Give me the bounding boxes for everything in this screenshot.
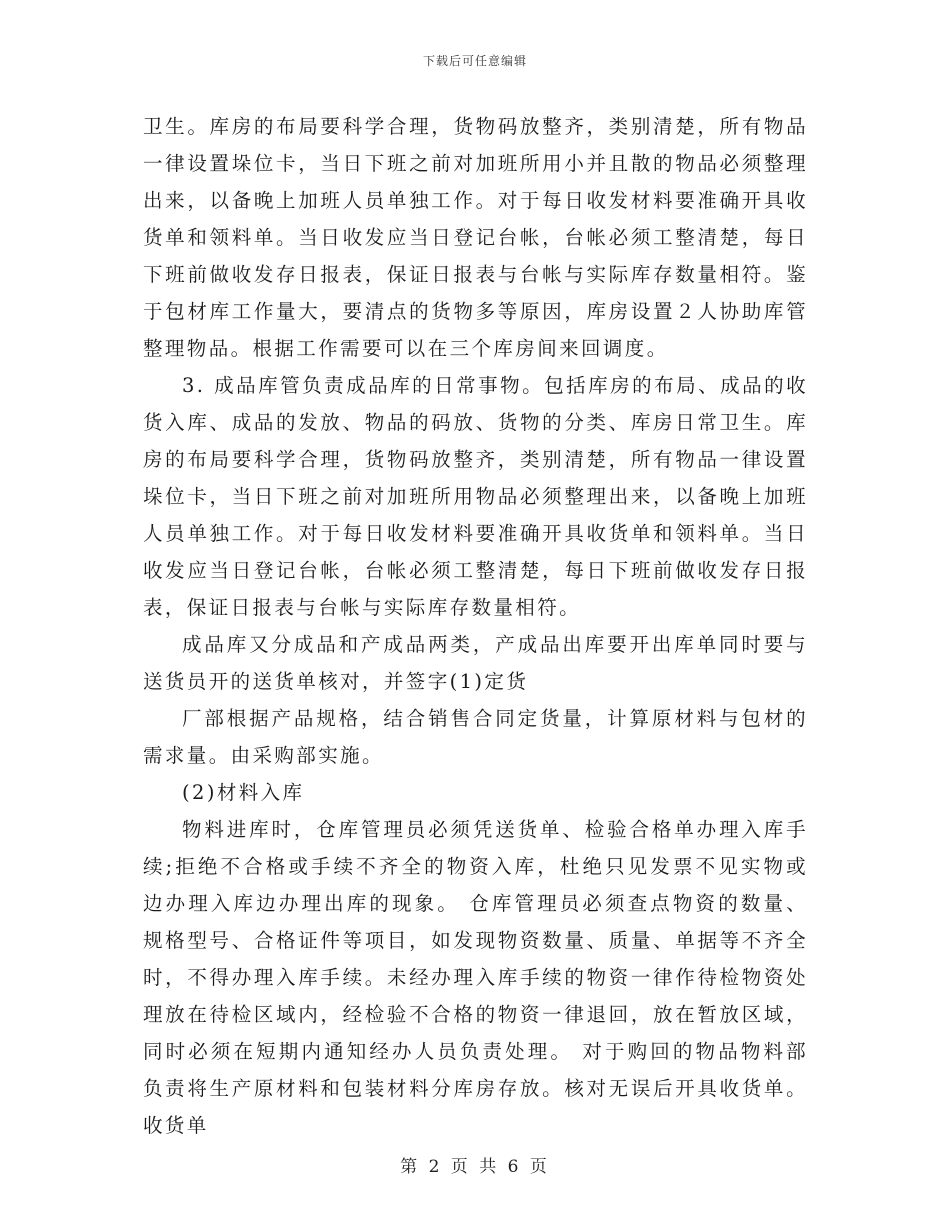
paragraph-5: (2)材料入库 (182, 781, 305, 804)
page-number-footer: 第 2 页 共 6 页 (400, 1157, 550, 1177)
paragraph-6: 物料进库时，仓库管理员必须凭送货单、检验合格单办理入库手续;拒绝不合格或手续不齐全的物资入库，杜绝只见发票不见实物或边办理入库边办理出库的现象。 仓库管理员必须查点物资的数量、规格型号、合格证件等项目，如发现物资数量、质量、单据等不齐全时，不得办理入库手续。未经办理入库手续的物资一律作待检物资处理放在待检区域内，经检验不合格的物资一律退回，放在暂放区域，同时必须在短期内通知经办人员负责处理。 对于购回的物品物料部负责将生产原材料和包装材料分库房存放。核对无误后开具收货单。收货单 (143, 818, 808, 1137)
paragraph-2: 3. 成品库管负责成品库的日常事物。包括库房的布局、成品的收货入库、成品的发放、物品的码放、货物的分类、库房日常卫生。库房的布局要科学合理，货物码放整齐，类别清楚，所有物品一律设置垛位卡，当日下班之前对加班所用物品必须整理出来，以备晚上加班人员单独工作。对于每日收发材料要准确开具收货单和领料单。当日收发应当日登记台帐，台帐必须工整清楚，每日下班前做收发存日报表，保证日报表与台帐与实际库存数量相符。 (143, 374, 808, 619)
document-body (143, 108, 808, 1144)
paragraph-3: 成品库又分成品和产成品两类，产成品出库要开出库单同时要与送货员开的送货单核对，并签字(1)定货 (143, 633, 808, 693)
page-header: 下载后可任意编辑 (422, 54, 527, 68)
paragraph-1: 卫生。库房的布局要科学合理，货物码放整齐，类别清楚，所有物品一律设置垛位卡，当日下班之前对加班所用小并且散的物品必须整理出来，以备晚上加班人员单独工作。对于每日收发材料要准确开具收货单和领料单。当日收发应当日登记台帐，台帐必须工整清楚，每日下班前做收发存日报表，保证日报表与台帐与实际库存数量相符。鉴于包材库工作量大，要清点的货物多等原因，库房设置２人协助库管整理物品。根据工作需要可以在三个库房间来回调度。 (143, 115, 808, 360)
paragraph-4: 厂部根据产品规格，结合销售合同定货量，计算原材料与包材的需求量。由采购部实施。 (143, 707, 808, 767)
